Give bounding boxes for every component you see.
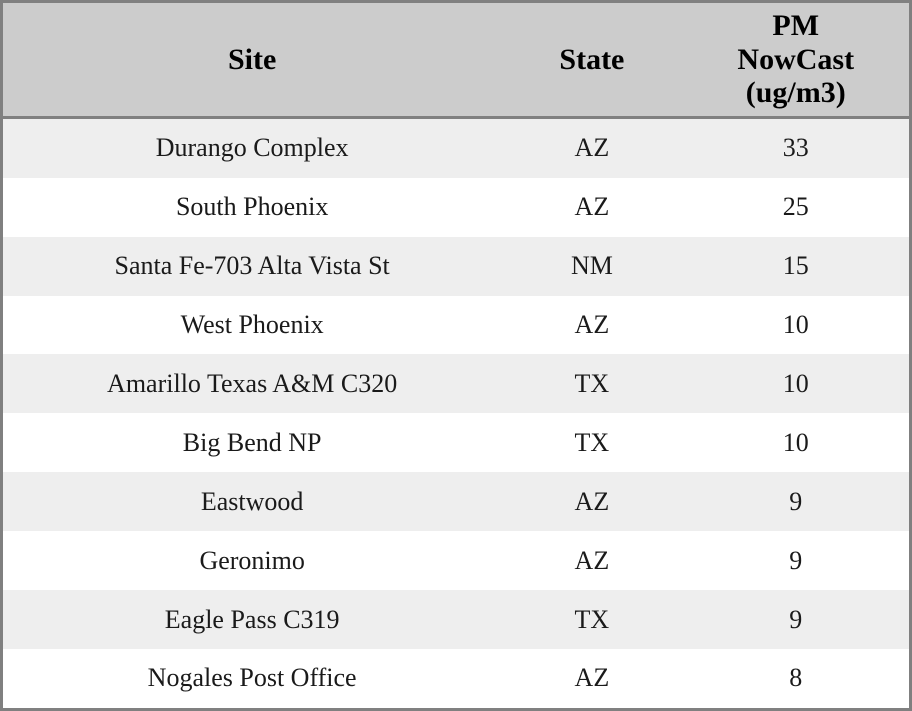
- cell-pm-nowcast: 15: [682, 237, 909, 296]
- table-row: [3, 531, 909, 590]
- cell-site: Santa Fe-703 Alta Vista St: [3, 237, 501, 296]
- table-row: [3, 590, 909, 649]
- cell-state: AZ: [501, 531, 682, 590]
- cell-state: TX: [501, 413, 682, 472]
- cell-site: Eastwood: [3, 472, 501, 531]
- table-row: [3, 649, 909, 708]
- cell-site: Eagle Pass C319: [3, 590, 501, 649]
- cell-site: Durango Complex: [3, 117, 501, 177]
- cell-state: TX: [501, 354, 682, 413]
- cell-state: AZ: [501, 296, 682, 355]
- column-header-pm-nowcast-line-3: (ug/m3): [745, 76, 846, 110]
- table-row: [3, 117, 909, 177]
- table-row: [3, 237, 909, 296]
- cell-state: AZ: [501, 178, 682, 237]
- cell-pm-nowcast: 25: [682, 178, 909, 237]
- cell-pm-nowcast: 10: [682, 354, 909, 413]
- cell-state: AZ: [501, 117, 682, 177]
- cell-site: Amarillo Texas A&M C320: [3, 354, 501, 413]
- cell-pm-nowcast: 10: [682, 296, 909, 355]
- cell-state: AZ: [501, 649, 682, 708]
- column-header-pm-nowcast-line-1: PM: [772, 9, 820, 42]
- cell-state: TX: [501, 590, 682, 649]
- column-header-site-label: Site: [227, 42, 277, 76]
- cell-site: Big Bend NP: [3, 413, 501, 472]
- table-row: [3, 296, 909, 355]
- cell-pm-nowcast: 33: [682, 117, 909, 177]
- cell-state: AZ: [501, 472, 682, 531]
- table-row: [3, 354, 909, 413]
- table-row: [3, 178, 909, 237]
- column-header-pm-nowcast: [682, 3, 909, 117]
- cell-pm-nowcast: 10: [682, 413, 909, 472]
- cell-pm-nowcast: 9: [682, 590, 909, 649]
- cell-pm-nowcast: 9: [682, 472, 909, 531]
- table-row: [3, 413, 909, 472]
- cell-site: South Phoenix: [3, 178, 501, 237]
- column-header-state-label: State: [559, 42, 625, 76]
- column-header-pm-nowcast-line-2: NowCast: [737, 42, 855, 76]
- cell-site: Geronimo: [3, 531, 501, 590]
- pm-nowcast-table: [3, 3, 909, 708]
- cell-state: NM: [501, 237, 682, 296]
- table-header: [3, 3, 909, 117]
- table-header-row: [3, 3, 909, 117]
- table-body: [3, 117, 909, 708]
- column-header-site: [3, 3, 501, 117]
- column-header-state: [501, 3, 682, 117]
- cell-site: West Phoenix: [3, 296, 501, 355]
- table-row: [3, 472, 909, 531]
- cell-pm-nowcast: 9: [682, 531, 909, 590]
- cell-pm-nowcast: 8: [682, 649, 909, 708]
- cell-site: Nogales Post Office: [3, 649, 501, 708]
